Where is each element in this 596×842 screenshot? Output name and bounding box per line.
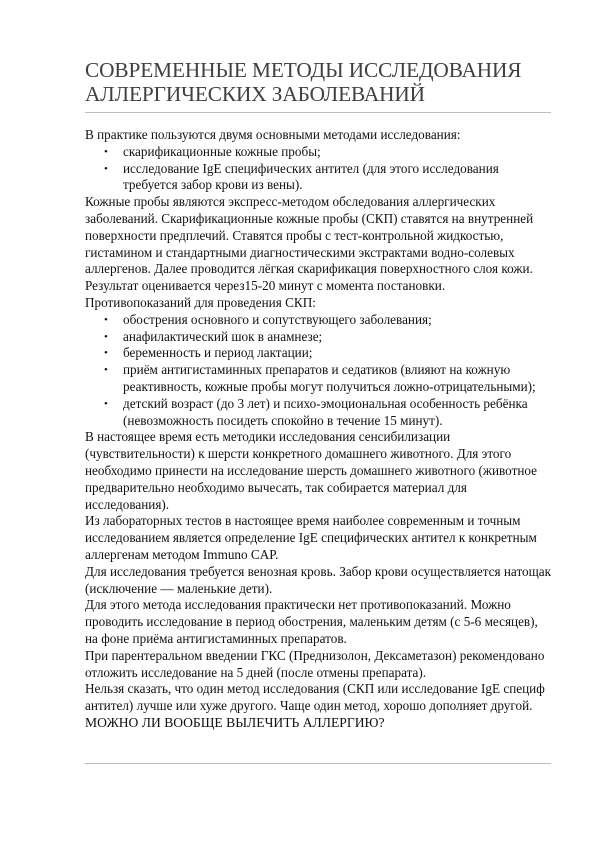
blood-paragraph: Для исследования требуется венозная кровь. Забор крови осуществляется натощак (исключение — маленькие дети).: [85, 563, 552, 596]
title-line-1: СОВРЕМЕННЫЕ МЕТОДЫ ИССЛЕДОВАНИЯ: [85, 58, 522, 82]
page-title: [85, 58, 555, 106]
bullet-icon: •: [104, 364, 108, 377]
list-item: • исследование IgE специфических антител (для этого исследования требуется забор крови из вены).: [104, 160, 499, 193]
bottom-divider: [85, 763, 551, 764]
lab-tests-paragraph: Из лабораторных тестов в настоящее время наиболее современным и точным исследованием является определение IgE специфических антител к конкретным аллергенам методом Immuno CAP.: [85, 513, 537, 562]
bullet-icon: •: [104, 397, 108, 410]
intro-paragraph: В практике пользуются двумя основными методами исследования:: [85, 127, 461, 142]
list-item: • анафилактический шок в анамнезе;: [104, 328, 323, 344]
contraindications-list: [85, 312, 553, 430]
pets-paragraph: В настоящее время есть методики исследования сенсибилизации (чувствительности) к шерсти конкретного домашнего животного. Для этого необходимо принести на исследование шерсть домашнего животного (животное предварительно необходимо вычесать, так собирается материал для исследования).: [85, 429, 538, 512]
bullet-icon: •: [104, 330, 108, 343]
list-item: • обострения основного и сопутствующего заболевания;: [104, 311, 432, 327]
contraindications-intro: Противопоказаний для проведения СКП:: [85, 294, 316, 310]
comparison-paragraph: Нельзя сказать, что один метод исследования (СКП или исследование IgE специф антител) лучше или хуже другого. Чаще один метод, хорошо дополняет другой.: [85, 681, 545, 714]
bullet-icon: •: [104, 313, 108, 326]
bullet-icon: •: [104, 347, 108, 360]
bullet-icon: •: [104, 162, 108, 175]
document-body: [85, 127, 553, 732]
methods-list: [85, 144, 553, 194]
title-divider: [85, 112, 551, 113]
section-heading: МОЖНО ЛИ ВООБЩЕ ВЫЛЕЧИТЬ АЛЛЕРГИЮ?: [85, 714, 385, 730]
list-item: • приём антигистаминных препаратов и седатиков (влияют на кожную реактивность, кожные пробы могут получиться ложно-отрицательными);: [104, 362, 536, 394]
list-item: • скарификационные кожные пробы;: [104, 143, 321, 159]
result-paragraph: Результат оценивается через15-20 минут с момента постановки.: [85, 278, 446, 294]
title-line-2: АЛЛЕРГИЧЕСКИХ ЗАБОЛЕВАНИЙ: [85, 82, 425, 106]
no-contraindications-paragraph: Для этого метода исследования практически нет противопоказаний. Можно проводить исследование в период обострения, маленьким детям (с 5-6 месяцев), на фоне приёма антигистаминных препаратов.: [85, 597, 538, 646]
bullet-icon: •: [104, 145, 108, 158]
list-item: • детский возраст (до 3 лет) и психо-эмоциональная особенность ребёнка (невозможность посидеть спокойно в течение 15 минут).: [104, 395, 528, 428]
skin-tests-paragraph: Кожные пробы являются экспресс-методом обследования аллергических заболеваний. Скарификационные кожные пробы (СКП) ставятся на внутренней поверхности предплечий. Ставятся пробы с тест-контрольной жидкостью, гистамином и стандартными диагностическими экстрактами водно-солевых аллергенов. Далее проводится лёгкая скарификация поверхностного слоя кожи.: [85, 194, 534, 277]
list-item: • беременность и период лактации;: [104, 345, 313, 361]
gks-paragraph: При парентеральном введении ГКС (Преднизолон, Дексаметазон) рекомендовано отложить исследование на 5 дней (после отмены препарата).: [85, 647, 545, 680]
